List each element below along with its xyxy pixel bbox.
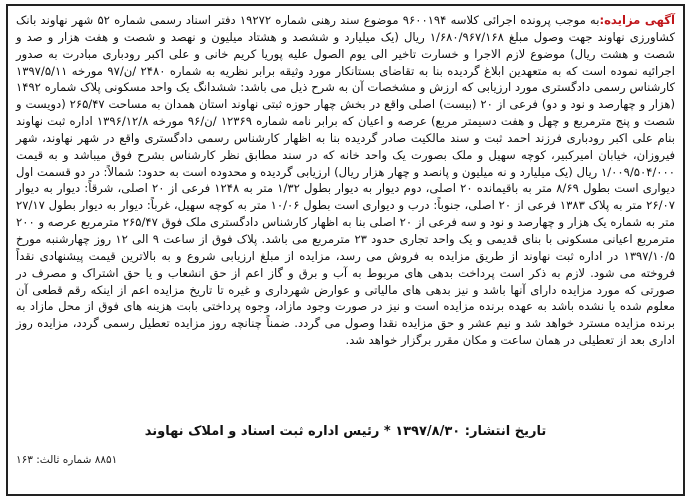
notice-text: به موجب پرونده اجرائی کلاسه ۹۶۰۰۱۹۴ موضوع سند رهنی شماره ۱۹۲۷۲ دفتر اسناد رسمی شماره ۵۲ شهر نهاوند بانک کشاورزی نهاوند جهت وصول مبلغ ۱/۶۸۰/۹۶۷/۱۶۸ ریال (یک میلیارد و ششصد و هشتاد میلیون و نهصد و شصت و هفت هزار و صد و شصت و هشت ریال) موضوع لازم الاجرا و خسارت تاخیر الی یوم الصول علیه پوریا کریم خانی و علی اکبر رودباری مبادرت به صدور اجرائیه نموده است که به متعهدین ابلاغ گردیده بنا به تقاضای بستانکار مورد وثیقه برابر نظریه به شماره ۲۴۸۰ /ن/۹۷ مورخه ۱۳۹۷/۵/۱۱ کارشناس رسمی دادگستری مورد ارزیابی که ارزش و مشخصات آن به شرح ذیل می باشد: ششدانگ یک واحد مسکونی پلاک شماره ۱۴۹۲ (هزار و چهارصد و نود و دو) فرعی از ۲۰ (بیست) اصلی واقع در بخش چهار حوزه ثبتی نهاوند استان همدان به مساحت ۲۶۵/۴۷ (دویست و شصت و پنج مترمربع و چهل و هفت دسیمتر مربع) عرصه و اعیان که برابر نامه شماره ۱۲۳۶۹ /ن/۹۶ مورخه ۱۳۹۶/۱۲/۸ اداره ثبت نهاوند بنام علی اکبر رودباری فرزند احمد ثبت و سند مالکیت صادر گردیده بنا به اظهار کارشناس رسمی دادگستری واقع در شهر نهاوند، شهر فیروزان، خیابان امیرکبیر، کوچه سهیل و ملک بصورت یک واحد خانه که در سند مطابق نظر کارشناس بشرح فوق میباشد و به قیمت ۱/۰۰۹/۵۰۴/۰۰۰ ریال (یک میلیارد و نه میلیون و پانصد و چهار هزار ریال) ارزیابی گردیده و محدوده است به حدود: شمالاً: در دو قسمت اول دیواری است بطول ۸/۶۹ متر به باقیمانده ۲۰ اصلی، دوم دیوار به دیوار بطول ۱/۳۲ متر به ۱۲۴۸ فرعی از ۲۰ اصلی، شرقاً: دیوار به دیوار ۲۶/۰۷ متر به پلاک ۱۳۸۳ فرعی از ۲۰ اصلی، جنوباً: درب و دیواری است بطول ۱۰/۰۶ متر به کوچه سهیل، غرباً: دیوار به دیوار بطول ۲۷/۱۷ متر به شماره یک هزار و چهارصد و نود و سه فرعی از ۲۰ اصلی بنا به اظهار کارشناس دادگستری ملک فوق ۲۶۵/۴۷ مترمربع عرصه و ۲۰۰ مترمربع اعیانی مسکونی با بنای قدیمی و یک واحد تجاری حدود ۲۳ مترمربع می باشد. پلاک فوق از ساعت ۹ الی ۱۲ روز چهارشنبه مورخ ۱۳۹۷/۱۰/۵ در اداره ثبت نهاوند از طریق مزایده به فروش می رسد، مزایده از مبلغ ارزیابی شروع و به بالاترین قیمت پیشنهادی نقداً فروخته می شود. لازم به ذکر است پرداخت بدهی های مربوط به آب و برق و گاز اعم از حق انشعاب و یا حق اشتراک و مصرف در صورتی که مورد مزایده دارای آنها باشد و نیز بدهی های مالیاتی و عوارض شهرداری و غیره تا تاریخ مزایده اعم از اینکه رقم قطعی آن معلوم شده یا نشده باشد به عهده برنده مزایده است و نیز در صورت وجود مازاد، وجوه پرداختی بابت هزینه های فوق از محل مازاد به برنده مزایده مسترد خواهد شد و نیم عشر و حق مزایده نقدا وصول می گردد. ضمناً چنانچه روز مزایده تعطیل رسمی گردد، مزایده روز اداری بعد از تعطیلی در همان ساعت و مکان مقرر برگزار خواهد شد. <box>16 13 675 348</box>
notice-heading: آگهی مزایده: <box>599 13 675 27</box>
notice-box <box>6 4 685 496</box>
serial-number: ۸۸۵۱ شماره ثالث: ۱۶۳ <box>16 454 118 466</box>
publication-footer: تاریخ انتشار: ۱۳۹۷/۸/۳۰ * رئیس اداره ثبت اسناد و املاک نهاوند <box>144 424 547 439</box>
notice-body <box>16 12 675 349</box>
